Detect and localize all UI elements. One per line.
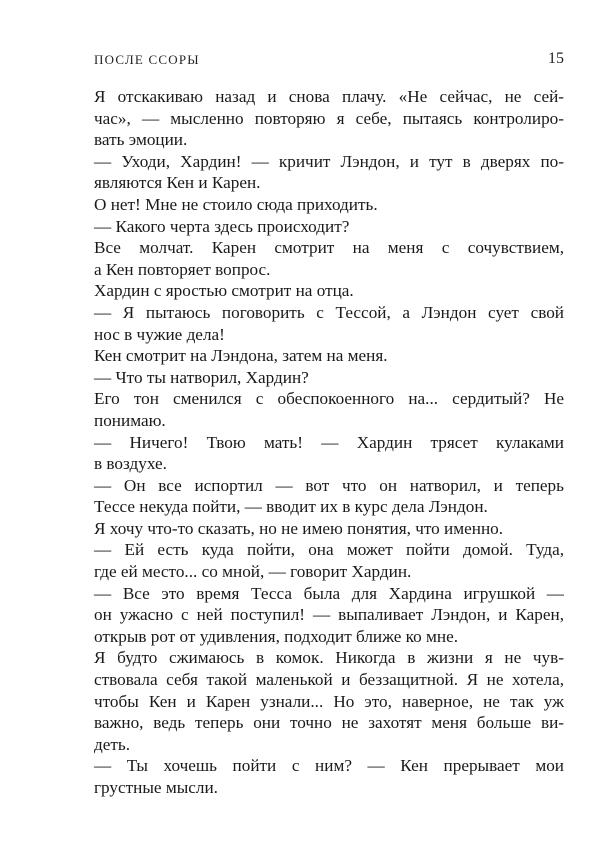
text-line: Его тон сменился с обеспокоенного на... сердитый? Не: [94, 389, 564, 409]
text-line: — Он все испортил — вот что он натворил, и теперь: [94, 475, 564, 495]
text-line: Кен смотрит на Лэндона, затем на меня.: [94, 346, 388, 366]
running-title: ПОСЛЕ ССОРЫ: [94, 52, 200, 67]
text-line: нос в чужие дела!: [94, 324, 225, 344]
text-line: а Кен повторяет вопрос.: [94, 259, 271, 279]
text-line: важно, ведь теперь они точно не захотят меня больше ви-: [94, 713, 564, 733]
text-line: Я хочу что-то сказать, но не имею понятия, что именно.: [94, 518, 504, 538]
body-text: [94, 86, 564, 799]
text-line: Хардин с яростью смотрит на отца.: [94, 281, 354, 301]
text-line: вать эмоции.: [94, 130, 188, 150]
text-line: грустные мысли.: [94, 778, 218, 797]
text-line: открыв рот от удивления, подходит ближе ко мне.: [94, 626, 459, 646]
text-line: где ей место... со мной, — говорит Хардин.: [94, 562, 412, 582]
text-line: — Ты хочешь пойти с ним? — Кен прерывает мои: [94, 756, 564, 776]
text-line: Все молчат. Карен смотрит на меня с сочувствием,: [94, 238, 564, 258]
page-number: 15: [548, 50, 564, 67]
text-line: — Какого черта здесь происходит?: [94, 216, 350, 236]
text-line: — Что ты натворил, Хардин?: [94, 367, 309, 387]
text-line: являются Кен и Карен.: [94, 173, 261, 193]
text-line: деть.: [94, 734, 131, 754]
text-line: ствовала себя такой маленькой и беззащитной. Я не хотела,: [94, 670, 564, 690]
text-line: О нет! Мне не стоило сюда приходить.: [94, 194, 378, 214]
text-line: Я будто сжимаюсь в комок. Никогда в жизни я не чув-: [94, 648, 564, 668]
text-line: понимаю.: [94, 410, 166, 430]
text-line: он ужасно с ней поступил! — выпаливает Лэндон, и Карен,: [94, 605, 564, 625]
text-line: — Ей есть куда пойти, она может пойти домой. Туда,: [94, 540, 564, 560]
text-line: Тессе некуда пойти, — вводит их в курс дела Лэндон.: [94, 497, 488, 517]
text-line: — Уходи, Хардин! — кричит Лэндон, и тут в дверях по-: [94, 151, 564, 171]
text-line: чтобы Кен и Карен узнали... Но это, наверное, не так уж: [94, 691, 564, 711]
text-line: — Я пытаюсь поговорить с Тессой, а Лэндон сует свой: [94, 302, 564, 322]
text-line: — Ничего! Твою мать! — Хардин трясет кулаками: [94, 432, 564, 452]
text-line: Я отскакиваю назад и снова плачу. «Не сейчас, не сей-: [94, 87, 564, 106]
text-line: в воздухе.: [94, 454, 167, 474]
text-line: — Все это время Тесса была для Хардина игрушкой —: [94, 583, 564, 603]
text-line: час», — мысленно повторяю я себе, пытаясь контролиро-: [94, 108, 564, 128]
